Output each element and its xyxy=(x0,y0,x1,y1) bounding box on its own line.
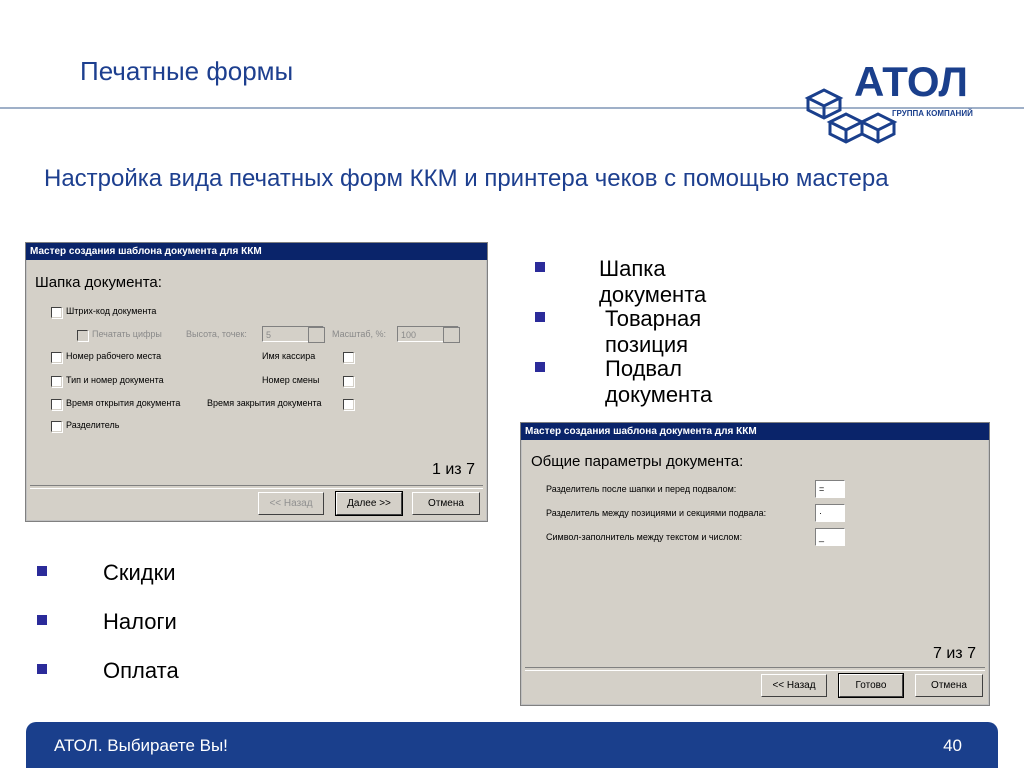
back-button[interactable]: << Назад xyxy=(258,492,324,515)
footer-bar xyxy=(26,722,998,768)
bullet-text: Шапка документа xyxy=(599,256,707,307)
slide-subtitle: Настройка вида печатных форм ККМ и принтера чеков с помощью мастера xyxy=(44,165,889,192)
bullet-square-icon xyxy=(535,312,545,322)
bullet-square-icon xyxy=(37,566,47,576)
close-time-checkbox[interactable] xyxy=(343,399,354,410)
param3-field[interactable]: _ xyxy=(815,528,845,546)
footer-slogan: АТОЛ. Выбираете Вы! xyxy=(54,736,228,755)
param1-field[interactable]: = xyxy=(815,480,845,498)
shift-checkbox[interactable] xyxy=(343,376,354,387)
bullet-text: Скидки xyxy=(103,560,176,585)
height-label: Высота, точек: xyxy=(186,329,247,339)
param2-field[interactable]: · xyxy=(815,504,845,522)
bullet-text: Оплата xyxy=(103,658,179,683)
cancel-button[interactable]: Отмена xyxy=(915,674,983,697)
wizard-dialog-header xyxy=(25,242,488,522)
param2-label: Разделитель между позициями и секциями подвала: xyxy=(546,508,767,518)
logo-tagline: ГРУППА КОМПАНИЙ xyxy=(892,109,973,118)
finish-button[interactable]: Готово xyxy=(839,674,903,697)
dialog-separator xyxy=(30,485,483,489)
page-number: 40 xyxy=(943,736,962,755)
bullet-text: Товарная позиция xyxy=(605,306,702,357)
doc-type-label: Тип и номер документа xyxy=(66,375,164,385)
close-time-label: Время закрытия документа xyxy=(207,398,322,408)
logo-wordmark: АТОЛ xyxy=(854,58,968,105)
dialog-titlebar: Мастер создания шаблона документа для ККМ xyxy=(521,423,989,440)
cashier-label: Имя кассира xyxy=(262,351,316,361)
barcode-label: Штрих-код документа xyxy=(66,306,157,316)
scale-label: Масштаб, %: xyxy=(332,329,387,339)
open-time-checkbox[interactable] xyxy=(51,399,62,410)
bullet-text: Подвал документа xyxy=(605,356,713,407)
dialog-heading: Шапка документа: xyxy=(35,274,162,291)
scale-spin-icon xyxy=(443,327,460,343)
scale-field: 100 xyxy=(397,326,459,342)
dialog-separator xyxy=(525,667,985,671)
bullet-square-icon xyxy=(37,615,47,625)
slide-title: Печатные формы xyxy=(80,56,294,86)
cancel-button[interactable]: Отмена xyxy=(412,492,480,515)
print-digits-checkbox xyxy=(77,330,88,341)
barcode-checkbox[interactable] xyxy=(51,307,62,318)
print-digits-label: Печатать цифры xyxy=(92,329,162,339)
atol-logo xyxy=(800,52,990,152)
bullet-square-icon xyxy=(535,362,545,372)
height-field: 5 xyxy=(262,326,324,342)
next-button[interactable]: Далее >> xyxy=(336,492,402,515)
bullet-text: Налоги xyxy=(103,609,177,634)
doc-type-checkbox[interactable] xyxy=(51,376,62,387)
dialog-heading: Общие параметры документа: xyxy=(531,453,744,470)
wizard-dialog-params xyxy=(520,422,990,706)
open-time-label: Время открытия документа xyxy=(66,398,181,408)
cashier-checkbox[interactable] xyxy=(343,352,354,363)
workplace-label: Номер рабочего места xyxy=(66,351,162,361)
step-counter: 1 из 7 xyxy=(432,461,475,478)
bullet-square-icon xyxy=(535,262,545,272)
back-button[interactable]: << Назад xyxy=(761,674,827,697)
step-counter: 7 из 7 xyxy=(933,645,976,662)
param3-label: Символ-заполнитель между текстом и числом: xyxy=(546,532,743,542)
workplace-checkbox[interactable] xyxy=(51,352,62,363)
shift-label: Номер смены xyxy=(262,375,320,385)
height-spin-icon xyxy=(308,327,325,343)
separator-checkbox[interactable] xyxy=(51,421,62,432)
param1-label: Разделитель после шапки и перед подвалом: xyxy=(546,484,737,494)
separator-label: Разделитель xyxy=(66,420,120,430)
dialog-titlebar: Мастер создания шаблона документа для ККМ xyxy=(26,243,487,260)
bullet-square-icon xyxy=(37,664,47,674)
